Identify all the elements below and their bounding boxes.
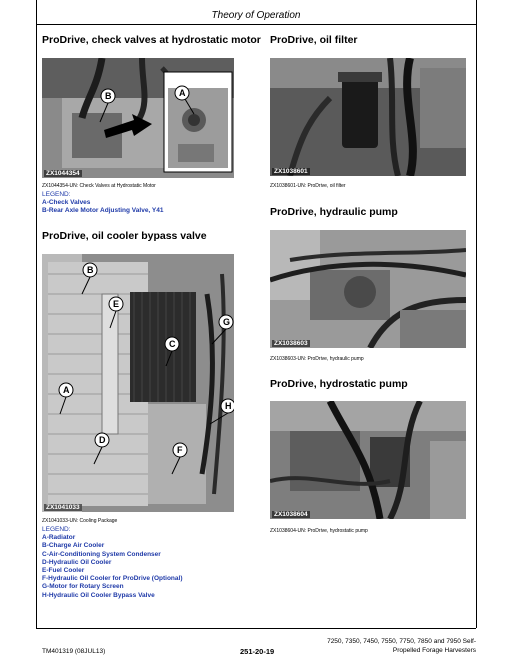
photo-check-valves: [42, 58, 234, 178]
heading-oil-filter: ProDrive, oil filter: [270, 34, 358, 46]
callout-a: A: [63, 385, 70, 395]
photo-oil-cooler: [42, 254, 234, 512]
footer-page-number: 251-20-19: [240, 647, 275, 656]
callout-e: E: [113, 299, 120, 309]
photo-id: ZX1038601: [274, 168, 308, 175]
legend-item: H-Hydraulic Oil Cooler Bypass Valve: [42, 591, 155, 599]
caption-check-valves: ZX1044354-UN: Check Valves at Hydrostatic Motor: [42, 183, 156, 189]
legend-title: LEGEND:: [42, 191, 71, 198]
caption-hydraulic-pump: ZX1038603-UN: ProDrive, hydraulic pump: [270, 356, 364, 362]
heading-oil-cooler: ProDrive, oil cooler bypass valve: [42, 230, 207, 242]
legend-item: B-Charge Air Cooler: [42, 542, 105, 550]
heading-hydrostatic-pump: ProDrive, hydrostatic pump: [270, 378, 408, 390]
photo-oil-filter: [270, 58, 466, 176]
caption-hydrostatic-pump: ZX1038604-UN: ProDrive, hydrostatic pump: [270, 528, 368, 534]
callout-d: D: [99, 435, 106, 445]
heading-check-valves: ProDrive, check valves at hydrostatic motor: [42, 34, 261, 46]
legend-item: G-Motor for Rotary Screen: [42, 583, 124, 591]
callout-c: C: [169, 339, 176, 349]
legend-item: A-Radiator: [42, 534, 76, 542]
caption-oil-cooler: ZX1041033-UN: Cooling Package: [42, 518, 118, 524]
caption-oil-filter: ZX1038601-UN: ProDrive, oil filter: [270, 183, 346, 189]
callout-f: F: [177, 445, 183, 455]
legend-item: D-Hydraulic Oil Cooler: [42, 558, 112, 566]
callout-b: B: [87, 265, 94, 275]
legend-oil-cooler: [42, 526, 183, 600]
callout-b: B: [105, 91, 112, 101]
legend-item: A-Check Valves: [42, 199, 91, 207]
footer-models-line2: Propelled Forage Harvesters: [392, 647, 476, 654]
legend-check-valves: [42, 191, 164, 216]
photo-id: ZX1041033: [46, 504, 80, 511]
footer-doc-id: TM401319 (08JUL13): [42, 648, 106, 655]
page-header: [36, 0, 476, 25]
callout-h: H: [225, 401, 232, 411]
legend-item: F-Hydraulic Oil Cooler for ProDrive (Optional): [42, 575, 183, 583]
footer-rule: [36, 628, 476, 629]
callout-g: G: [223, 317, 231, 327]
legend-item: C-Air-Conditioning System Condenser: [42, 550, 161, 558]
photo-id: ZX1038603: [274, 340, 308, 347]
legend-title: LEGEND:: [42, 526, 71, 533]
photo-hydraulic-pump: [270, 230, 466, 348]
left-margin-rule: [36, 0, 37, 628]
header-title: Theory of Operation: [211, 10, 301, 21]
photo-id: ZX1044354: [46, 170, 80, 177]
legend-item: E-Fuel Cooler: [42, 567, 85, 575]
heading-hydraulic-pump: ProDrive, hydraulic pump: [270, 206, 398, 218]
legend-item: B-Rear Axle Motor Adjusting Valve, Y41: [42, 207, 164, 215]
callout-a: A: [179, 88, 186, 98]
right-margin-rule: [476, 0, 477, 628]
footer-models-line1: 7250, 7350, 7450, 7550, 7750, 7850 and 7950 Self-: [327, 638, 476, 645]
photo-id: ZX1038604: [274, 511, 308, 518]
photo-hydrostatic-pump: [270, 401, 466, 519]
